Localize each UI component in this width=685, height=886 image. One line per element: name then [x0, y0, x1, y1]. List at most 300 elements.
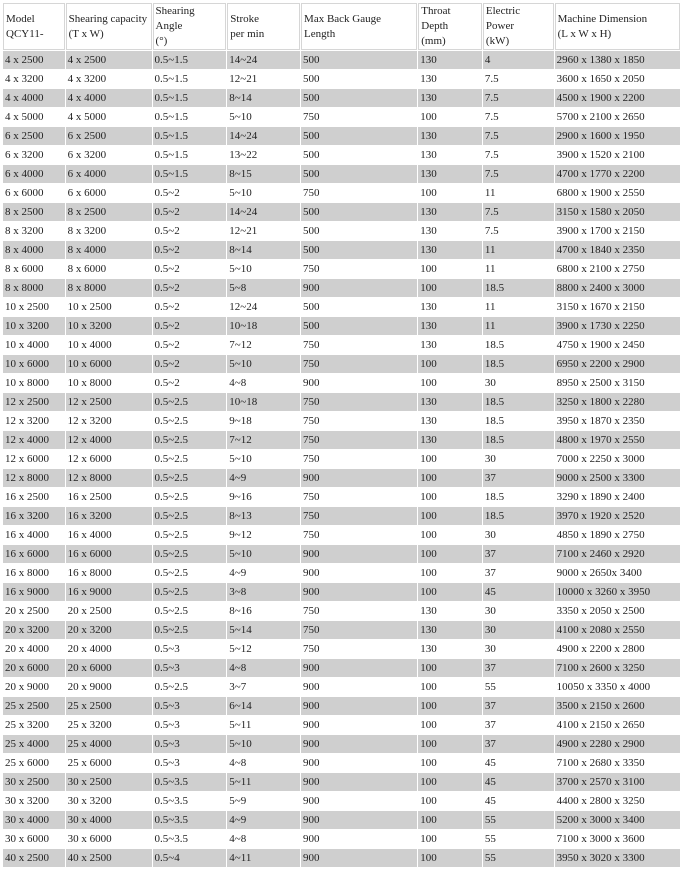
table-row — [3, 279, 680, 297]
table-row — [3, 697, 680, 715]
cell-stroke: 5~11 — [227, 716, 300, 734]
header-machine-dimension: Machine Dimension (L x W x H) — [555, 3, 680, 50]
cell-shearing-angle: 0.5~3 — [153, 735, 227, 753]
cell-stroke: 5~11 — [227, 773, 300, 791]
cell-throat-depth: 130 — [418, 393, 482, 411]
cell-machine-dimension: 3600 x 1650 x 2050 — [555, 70, 680, 88]
cell-electric-power: 7.5 — [483, 165, 554, 183]
cell-model: 4 x 4000 — [3, 89, 65, 107]
cell-machine-dimension: 9000 x 2650x 3400 — [555, 564, 680, 582]
cell-machine-dimension: 4700 x 1770 x 2200 — [555, 165, 680, 183]
cell-max-back-gauge: 500 — [301, 298, 417, 316]
cell-shearing-angle: 0.5~3.5 — [153, 811, 227, 829]
table-row — [3, 260, 680, 278]
header-throat-depth: Throat Depth (mm) — [418, 3, 482, 50]
cell-model: 20 x 3200 — [3, 621, 65, 639]
cell-stroke: 5~10 — [227, 184, 300, 202]
cell-stroke: 8~14 — [227, 89, 300, 107]
cell-model: 20 x 6000 — [3, 659, 65, 677]
cell-machine-dimension: 7100 x 2460 x 2920 — [555, 545, 680, 563]
cell-machine-dimension: 7000 x 2250 x 3000 — [555, 450, 680, 468]
cell-throat-depth: 130 — [418, 412, 482, 430]
table-row — [3, 336, 680, 354]
cell-throat-depth: 100 — [418, 792, 482, 810]
cell-machine-dimension: 3900 x 1730 x 2250 — [555, 317, 680, 335]
cell-shearing-angle: 0.5~2.5 — [153, 526, 227, 544]
cell-electric-power: 55 — [483, 678, 554, 696]
cell-shearing-capacity: 16 x 6000 — [66, 545, 152, 563]
cell-machine-dimension: 3250 x 1800 x 2280 — [555, 393, 680, 411]
cell-shearing-capacity: 16 x 3200 — [66, 507, 152, 525]
cell-throat-depth: 100 — [418, 450, 482, 468]
cell-stroke: 5~10 — [227, 450, 300, 468]
cell-stroke: 6~14 — [227, 697, 300, 715]
cell-machine-dimension: 5700 x 2100 x 2650 — [555, 108, 680, 126]
header-shearing-angle: Shearing Angle (°) — [153, 3, 227, 50]
cell-max-back-gauge: 500 — [301, 317, 417, 335]
cell-throat-depth: 130 — [418, 298, 482, 316]
cell-shearing-capacity: 16 x 2500 — [66, 488, 152, 506]
cell-shearing-angle: 0.5~2 — [153, 317, 227, 335]
cell-stroke: 8~15 — [227, 165, 300, 183]
cell-machine-dimension: 7100 x 3000 x 3600 — [555, 830, 680, 848]
cell-model: 8 x 6000 — [3, 260, 65, 278]
cell-model: 20 x 4000 — [3, 640, 65, 658]
cell-shearing-capacity: 6 x 2500 — [66, 127, 152, 145]
table-row — [3, 602, 680, 620]
cell-electric-power: 11 — [483, 298, 554, 316]
table-row — [3, 412, 680, 430]
table-row — [3, 393, 680, 411]
cell-stroke: 12~21 — [227, 70, 300, 88]
cell-stroke: 5~10 — [227, 260, 300, 278]
cell-throat-depth: 130 — [418, 640, 482, 658]
cell-shearing-capacity: 10 x 3200 — [66, 317, 152, 335]
cell-shearing-angle: 0.5~2.5 — [153, 545, 227, 563]
cell-electric-power: 30 — [483, 640, 554, 658]
cell-max-back-gauge: 500 — [301, 146, 417, 164]
table-row — [3, 146, 680, 164]
header-stroke: Stroke per min — [227, 3, 300, 50]
cell-throat-depth: 100 — [418, 355, 482, 373]
cell-max-back-gauge: 900 — [301, 792, 417, 810]
cell-shearing-angle: 0.5~3 — [153, 659, 227, 677]
cell-stroke: 4~8 — [227, 374, 300, 392]
table-row — [3, 450, 680, 468]
cell-shearing-angle: 0.5~2 — [153, 241, 227, 259]
cell-machine-dimension: 7100 x 2600 x 3250 — [555, 659, 680, 677]
cell-shearing-angle: 0.5~3.5 — [153, 792, 227, 810]
cell-shearing-angle: 0.5~2.5 — [153, 621, 227, 639]
cell-machine-dimension: 3500 x 2150 x 2600 — [555, 697, 680, 715]
cell-shearing-capacity: 30 x 2500 — [66, 773, 152, 791]
cell-model: 10 x 2500 — [3, 298, 65, 316]
cell-shearing-capacity: 12 x 4000 — [66, 431, 152, 449]
cell-shearing-capacity: 20 x 4000 — [66, 640, 152, 658]
cell-max-back-gauge: 900 — [301, 716, 417, 734]
cell-machine-dimension: 3700 x 2570 x 3100 — [555, 773, 680, 791]
cell-machine-dimension: 5200 x 3000 x 3400 — [555, 811, 680, 829]
cell-max-back-gauge: 750 — [301, 431, 417, 449]
cell-shearing-capacity: 25 x 4000 — [66, 735, 152, 753]
cell-shearing-capacity: 30 x 4000 — [66, 811, 152, 829]
cell-electric-power: 37 — [483, 716, 554, 734]
cell-throat-depth: 130 — [418, 317, 482, 335]
cell-machine-dimension: 3970 x 1920 x 2520 — [555, 507, 680, 525]
cell-model: 4 x 3200 — [3, 70, 65, 88]
table-row — [3, 431, 680, 449]
cell-model: 10 x 6000 — [3, 355, 65, 373]
table-row — [3, 70, 680, 88]
cell-max-back-gauge: 750 — [301, 260, 417, 278]
table-row — [3, 640, 680, 658]
cell-shearing-capacity: 12 x 2500 — [66, 393, 152, 411]
cell-model: 16 x 6000 — [3, 545, 65, 563]
cell-model: 10 x 3200 — [3, 317, 65, 335]
cell-machine-dimension: 3350 x 2050 x 2500 — [555, 602, 680, 620]
cell-shearing-angle: 0.5~2.5 — [153, 507, 227, 525]
cell-throat-depth: 100 — [418, 488, 482, 506]
table-row — [3, 564, 680, 582]
cell-throat-depth: 100 — [418, 811, 482, 829]
table-row — [3, 165, 680, 183]
cell-machine-dimension: 4700 x 1840 x 2350 — [555, 241, 680, 259]
cell-shearing-capacity: 25 x 3200 — [66, 716, 152, 734]
table-row — [3, 222, 680, 240]
cell-model: 25 x 4000 — [3, 735, 65, 753]
cell-max-back-gauge: 750 — [301, 488, 417, 506]
cell-shearing-capacity: 25 x 2500 — [66, 697, 152, 715]
cell-model: 8 x 2500 — [3, 203, 65, 221]
cell-max-back-gauge: 900 — [301, 545, 417, 563]
cell-electric-power: 45 — [483, 754, 554, 772]
cell-throat-depth: 130 — [418, 431, 482, 449]
cell-machine-dimension: 7100 x 2680 x 3350 — [555, 754, 680, 772]
cell-max-back-gauge: 900 — [301, 659, 417, 677]
cell-stroke: 4~8 — [227, 754, 300, 772]
cell-throat-depth: 130 — [418, 89, 482, 107]
table-row — [3, 621, 680, 639]
table-row — [3, 773, 680, 791]
cell-max-back-gauge: 500 — [301, 241, 417, 259]
cell-shearing-angle: 0.5~2 — [153, 298, 227, 316]
cell-stroke: 10~18 — [227, 393, 300, 411]
cell-shearing-angle: 0.5~1.5 — [153, 127, 227, 145]
cell-throat-depth: 130 — [418, 241, 482, 259]
cell-electric-power: 4 — [483, 51, 554, 69]
cell-machine-dimension: 3900 x 1520 x 2100 — [555, 146, 680, 164]
cell-machine-dimension: 2900 x 1600 x 1950 — [555, 127, 680, 145]
cell-shearing-angle: 0.5~1.5 — [153, 70, 227, 88]
table-row — [3, 659, 680, 677]
cell-machine-dimension: 3150 x 1670 x 2150 — [555, 298, 680, 316]
cell-shearing-capacity: 12 x 3200 — [66, 412, 152, 430]
cell-model: 12 x 6000 — [3, 450, 65, 468]
cell-throat-depth: 100 — [418, 754, 482, 772]
cell-model: 20 x 9000 — [3, 678, 65, 696]
cell-shearing-angle: 0.5~2 — [153, 222, 227, 240]
cell-max-back-gauge: 500 — [301, 70, 417, 88]
cell-shearing-angle: 0.5~3.5 — [153, 773, 227, 791]
cell-stroke: 5~9 — [227, 792, 300, 810]
cell-shearing-angle: 0.5~2 — [153, 203, 227, 221]
cell-throat-depth: 100 — [418, 583, 482, 601]
cell-machine-dimension: 4900 x 2280 x 2900 — [555, 735, 680, 753]
cell-stroke: 12~21 — [227, 222, 300, 240]
cell-throat-depth: 130 — [418, 602, 482, 620]
cell-stroke: 4~8 — [227, 659, 300, 677]
cell-shearing-capacity: 10 x 8000 — [66, 374, 152, 392]
cell-shearing-capacity: 40 x 2500 — [66, 849, 152, 867]
cell-max-back-gauge: 500 — [301, 222, 417, 240]
cell-shearing-angle: 0.5~2 — [153, 355, 227, 373]
cell-model: 25 x 3200 — [3, 716, 65, 734]
table-row — [3, 184, 680, 202]
cell-throat-depth: 100 — [418, 507, 482, 525]
cell-model: 6 x 3200 — [3, 146, 65, 164]
cell-max-back-gauge: 900 — [301, 583, 417, 601]
cell-shearing-angle: 0.5~2.5 — [153, 678, 227, 696]
cell-shearing-capacity: 10 x 2500 — [66, 298, 152, 316]
cell-model: 8 x 8000 — [3, 279, 65, 297]
cell-throat-depth: 100 — [418, 735, 482, 753]
cell-electric-power: 18.5 — [483, 488, 554, 506]
cell-shearing-capacity: 12 x 8000 — [66, 469, 152, 487]
cell-model: 16 x 9000 — [3, 583, 65, 601]
cell-shearing-angle: 0.5~2 — [153, 336, 227, 354]
cell-stroke: 5~14 — [227, 621, 300, 639]
cell-throat-depth: 130 — [418, 51, 482, 69]
cell-shearing-angle: 0.5~1.5 — [153, 108, 227, 126]
cell-model: 6 x 4000 — [3, 165, 65, 183]
cell-model: 8 x 3200 — [3, 222, 65, 240]
cell-throat-depth: 100 — [418, 678, 482, 696]
cell-shearing-capacity: 10 x 4000 — [66, 336, 152, 354]
table-row — [3, 108, 680, 126]
cell-shearing-capacity: 16 x 9000 — [66, 583, 152, 601]
cell-shearing-capacity: 6 x 4000 — [66, 165, 152, 183]
cell-throat-depth: 130 — [418, 127, 482, 145]
cell-shearing-capacity: 4 x 2500 — [66, 51, 152, 69]
cell-electric-power: 11 — [483, 260, 554, 278]
table-row — [3, 317, 680, 335]
cell-electric-power: 30 — [483, 374, 554, 392]
header-max-back-gauge: Max Back Gauge Length — [301, 3, 417, 50]
cell-machine-dimension: 4900 x 2200 x 2800 — [555, 640, 680, 658]
cell-stroke: 5~8 — [227, 279, 300, 297]
cell-model: 25 x 2500 — [3, 697, 65, 715]
cell-throat-depth: 100 — [418, 659, 482, 677]
cell-shearing-capacity: 12 x 6000 — [66, 450, 152, 468]
cell-electric-power: 18.5 — [483, 412, 554, 430]
table-row — [3, 583, 680, 601]
table-row — [3, 127, 680, 145]
cell-electric-power: 45 — [483, 583, 554, 601]
table-row — [3, 716, 680, 734]
cell-machine-dimension: 6950 x 2200 x 2900 — [555, 355, 680, 373]
table-row — [3, 754, 680, 772]
cell-max-back-gauge: 500 — [301, 127, 417, 145]
cell-stroke: 5~12 — [227, 640, 300, 658]
cell-machine-dimension: 6800 x 2100 x 2750 — [555, 260, 680, 278]
cell-max-back-gauge: 750 — [301, 640, 417, 658]
cell-throat-depth: 100 — [418, 469, 482, 487]
cell-model: 10 x 4000 — [3, 336, 65, 354]
cell-shearing-capacity: 16 x 8000 — [66, 564, 152, 582]
cell-stroke: 9~18 — [227, 412, 300, 430]
cell-stroke: 3~8 — [227, 583, 300, 601]
cell-throat-depth: 100 — [418, 849, 482, 867]
cell-throat-depth: 100 — [418, 697, 482, 715]
cell-electric-power: 37 — [483, 697, 554, 715]
cell-electric-power: 55 — [483, 830, 554, 848]
cell-shearing-capacity: 8 x 4000 — [66, 241, 152, 259]
cell-model: 20 x 2500 — [3, 602, 65, 620]
cell-shearing-angle: 0.5~2 — [153, 184, 227, 202]
cell-shearing-angle: 0.5~3.5 — [153, 830, 227, 848]
cell-throat-depth: 130 — [418, 70, 482, 88]
cell-stroke: 14~24 — [227, 127, 300, 145]
cell-throat-depth: 130 — [418, 222, 482, 240]
cell-shearing-angle: 0.5~2.5 — [153, 393, 227, 411]
cell-model: 12 x 3200 — [3, 412, 65, 430]
cell-model: 4 x 5000 — [3, 108, 65, 126]
cell-stroke: 8~14 — [227, 241, 300, 259]
table-row — [3, 355, 680, 373]
cell-max-back-gauge: 750 — [301, 621, 417, 639]
table-row — [3, 374, 680, 392]
cell-max-back-gauge: 750 — [301, 507, 417, 525]
cell-max-back-gauge: 750 — [301, 355, 417, 373]
cell-shearing-capacity: 20 x 2500 — [66, 602, 152, 620]
cell-stroke: 8~13 — [227, 507, 300, 525]
cell-electric-power: 45 — [483, 773, 554, 791]
cell-shearing-capacity: 4 x 4000 — [66, 89, 152, 107]
cell-shearing-angle: 0.5~1.5 — [153, 51, 227, 69]
cell-machine-dimension: 9000 x 2500 x 3300 — [555, 469, 680, 487]
cell-max-back-gauge: 900 — [301, 678, 417, 696]
cell-model: 6 x 2500 — [3, 127, 65, 145]
cell-throat-depth: 130 — [418, 165, 482, 183]
cell-max-back-gauge: 900 — [301, 849, 417, 867]
cell-model: 25 x 6000 — [3, 754, 65, 772]
cell-electric-power: 18.5 — [483, 431, 554, 449]
table-body — [3, 51, 680, 867]
cell-model: 16 x 2500 — [3, 488, 65, 506]
cell-model: 12 x 4000 — [3, 431, 65, 449]
header-row — [3, 3, 680, 50]
cell-stroke: 4~9 — [227, 469, 300, 487]
cell-machine-dimension: 2960 x 1380 x 1850 — [555, 51, 680, 69]
cell-model: 8 x 4000 — [3, 241, 65, 259]
header-model: Model QCY11- — [3, 3, 65, 50]
cell-max-back-gauge: 900 — [301, 564, 417, 582]
cell-stroke: 12~24 — [227, 298, 300, 316]
cell-shearing-capacity: 6 x 3200 — [66, 146, 152, 164]
cell-model: 16 x 4000 — [3, 526, 65, 544]
table-row — [3, 241, 680, 259]
table-header — [3, 3, 680, 50]
cell-shearing-capacity: 6 x 6000 — [66, 184, 152, 202]
cell-model: 10 x 8000 — [3, 374, 65, 392]
cell-machine-dimension: 4400 x 2800 x 3250 — [555, 792, 680, 810]
cell-max-back-gauge: 900 — [301, 735, 417, 753]
cell-shearing-angle: 0.5~1.5 — [153, 89, 227, 107]
cell-max-back-gauge: 750 — [301, 108, 417, 126]
spec-table-container — [2, 2, 681, 868]
cell-max-back-gauge: 750 — [301, 602, 417, 620]
cell-shearing-angle: 0.5~3 — [153, 640, 227, 658]
cell-throat-depth: 100 — [418, 374, 482, 392]
cell-model: 6 x 6000 — [3, 184, 65, 202]
cell-max-back-gauge: 500 — [301, 165, 417, 183]
cell-throat-depth: 100 — [418, 773, 482, 791]
cell-stroke: 5~10 — [227, 545, 300, 563]
cell-throat-depth: 100 — [418, 564, 482, 582]
cell-machine-dimension: 3900 x 1700 x 2150 — [555, 222, 680, 240]
cell-stroke: 7~12 — [227, 336, 300, 354]
cell-electric-power: 7.5 — [483, 89, 554, 107]
cell-throat-depth: 130 — [418, 621, 482, 639]
cell-electric-power: 30 — [483, 621, 554, 639]
cell-electric-power: 18.5 — [483, 355, 554, 373]
cell-electric-power: 37 — [483, 659, 554, 677]
table-row — [3, 849, 680, 867]
cell-throat-depth: 100 — [418, 260, 482, 278]
cell-shearing-capacity: 30 x 3200 — [66, 792, 152, 810]
table-row — [3, 203, 680, 221]
cell-electric-power: 18.5 — [483, 336, 554, 354]
cell-stroke: 4~11 — [227, 849, 300, 867]
cell-electric-power: 18.5 — [483, 507, 554, 525]
cell-stroke: 8~16 — [227, 602, 300, 620]
cell-shearing-angle: 0.5~2.5 — [153, 583, 227, 601]
cell-model: 40 x 2500 — [3, 849, 65, 867]
cell-max-back-gauge: 900 — [301, 830, 417, 848]
cell-machine-dimension: 4100 x 2080 x 2550 — [555, 621, 680, 639]
cell-stroke: 13~22 — [227, 146, 300, 164]
table-row — [3, 545, 680, 563]
cell-machine-dimension: 6800 x 1900 x 2550 — [555, 184, 680, 202]
cell-model: 12 x 2500 — [3, 393, 65, 411]
cell-throat-depth: 100 — [418, 545, 482, 563]
cell-shearing-capacity: 8 x 2500 — [66, 203, 152, 221]
cell-max-back-gauge: 500 — [301, 51, 417, 69]
cell-shearing-capacity: 8 x 3200 — [66, 222, 152, 240]
cell-electric-power: 37 — [483, 469, 554, 487]
cell-shearing-angle: 0.5~1.5 — [153, 146, 227, 164]
cell-shearing-capacity: 8 x 8000 — [66, 279, 152, 297]
cell-shearing-capacity: 10 x 6000 — [66, 355, 152, 373]
table-row — [3, 89, 680, 107]
cell-electric-power: 37 — [483, 564, 554, 582]
table-row — [3, 526, 680, 544]
cell-model: 30 x 4000 — [3, 811, 65, 829]
cell-max-back-gauge: 900 — [301, 279, 417, 297]
cell-electric-power: 7.5 — [483, 146, 554, 164]
cell-max-back-gauge: 750 — [301, 412, 417, 430]
table-row — [3, 811, 680, 829]
cell-electric-power: 30 — [483, 602, 554, 620]
cell-shearing-capacity: 30 x 6000 — [66, 830, 152, 848]
cell-throat-depth: 100 — [418, 184, 482, 202]
cell-electric-power: 7.5 — [483, 222, 554, 240]
cell-throat-depth: 100 — [418, 108, 482, 126]
cell-max-back-gauge: 750 — [301, 336, 417, 354]
cell-model: 16 x 8000 — [3, 564, 65, 582]
table-row — [3, 469, 680, 487]
cell-shearing-angle: 0.5~2.5 — [153, 564, 227, 582]
